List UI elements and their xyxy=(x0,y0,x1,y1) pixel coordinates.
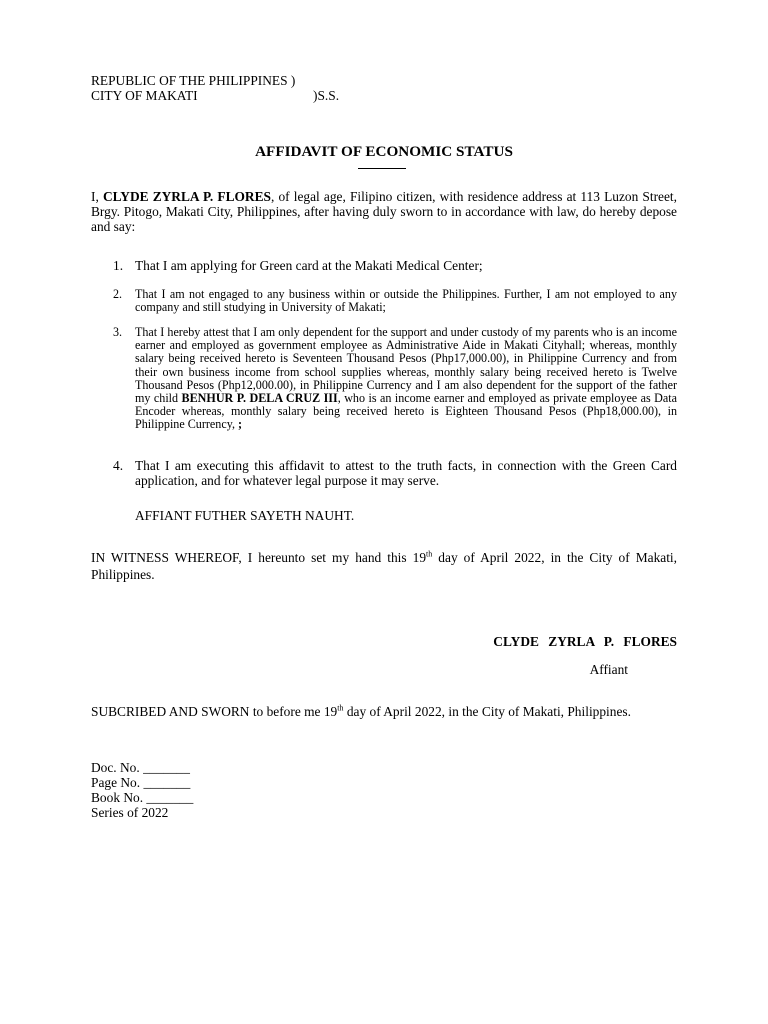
item-3-text-a: That I hereby attest that I am only dependent for the support and under custody of my parents who is an income earner and employed as government employee as Administrative Aide in Makati Cityhall; whereas, monthly salary being received hereto is Seventeen Thousand Pesos (Php17,000.00), in Philippine Currency and from their own business income from school supplies whereas, monthly salary being received hereto is Twelve Thousand Pesos (Php12,000.00), in Philippine Currency and I am also dependent for the support of the father my child xyxy=(135,325,677,406)
signatory-name: CLYDE ZYRLA P. FLORES xyxy=(493,634,677,649)
title-underline xyxy=(358,168,406,169)
witness-post: day of April 2022, in the City of Makati, Philippines. xyxy=(91,550,677,582)
affiant-name: CLYDE ZYRLA P. FLORES xyxy=(102,189,271,204)
intro-paragraph xyxy=(91,189,677,234)
intro-post: , of legal age, Filipino citizen, with residence address at 113 Luzon Street, Brgy. Pitogo, Makati City, Philippines, after having duly sworn to in accordance with law, do hereby depose and say: xyxy=(91,189,677,234)
list-item xyxy=(91,326,677,432)
witness-paragraph xyxy=(91,549,677,583)
venue-ss: )S.S. xyxy=(313,88,340,103)
child-father-name: BENHUR P. DELA CRUZ III xyxy=(181,391,338,406)
list-item xyxy=(91,458,677,488)
subscribed-post: day of April 2022, in the City of Makati, Philippines. xyxy=(343,704,631,719)
venue-block xyxy=(91,73,677,103)
subscribed-sup: th xyxy=(337,703,344,713)
item-3-end: ; xyxy=(238,417,243,432)
witness-pre: IN WITNESS WHEREOF, I hereunto set my hand this 19 xyxy=(91,550,427,565)
affiant-further-sayeth: AFFIANT FUTHER SAYETH NAUHT. xyxy=(135,508,355,523)
item-3-text-b: , who is an income earner and employed as private employee as Data Encoder whereas, monthly salary being received hereto is Eighteen Thousand Pesos (Php18,000.00), in Philippine Currency, xyxy=(135,391,677,432)
intro-pre: I, xyxy=(91,189,103,204)
item-number: 2. xyxy=(113,287,123,301)
item-text xyxy=(135,326,677,432)
affiant-label: Affiant xyxy=(589,662,628,677)
page-no: Page No. _______ xyxy=(91,775,191,790)
item-number: 3. xyxy=(113,325,123,339)
notary-block xyxy=(91,760,677,820)
venue-line-1: REPUBLIC OF THE PHILIPPINES ) xyxy=(91,73,296,88)
affidavit-page xyxy=(91,0,677,1024)
item-number: 1. xyxy=(113,258,124,273)
venue-line-2 xyxy=(91,88,677,103)
item-number: 4. xyxy=(113,458,124,473)
series: Series of 2022 xyxy=(91,805,169,820)
list-item xyxy=(91,258,677,273)
item-text: That I am executing this affidavit to attest to the truth facts, in connection with the Green Card application, and for whatever legal purpose it may serve. xyxy=(135,458,677,488)
document-title: AFFIDAVIT OF ECONOMIC STATUS xyxy=(255,143,513,160)
subscribed-pre: SUBCRIBED AND SWORN to before me 19 xyxy=(91,704,338,719)
item-text: That I am not engaged to any business within or outside the Philippines. Further, I am not employed to any company and still studying in University of Makati; xyxy=(135,287,677,315)
witness-sup: th xyxy=(426,549,433,559)
book-no: Book No. _______ xyxy=(91,790,194,805)
venue-city: CITY OF MAKATI xyxy=(91,88,198,103)
subscribed-paragraph xyxy=(91,704,677,719)
item-text: That I am applying for Green card at the Makati Medical Center; xyxy=(135,258,483,273)
list-item xyxy=(91,288,677,314)
doc-no: Doc. No. _______ xyxy=(91,760,190,775)
